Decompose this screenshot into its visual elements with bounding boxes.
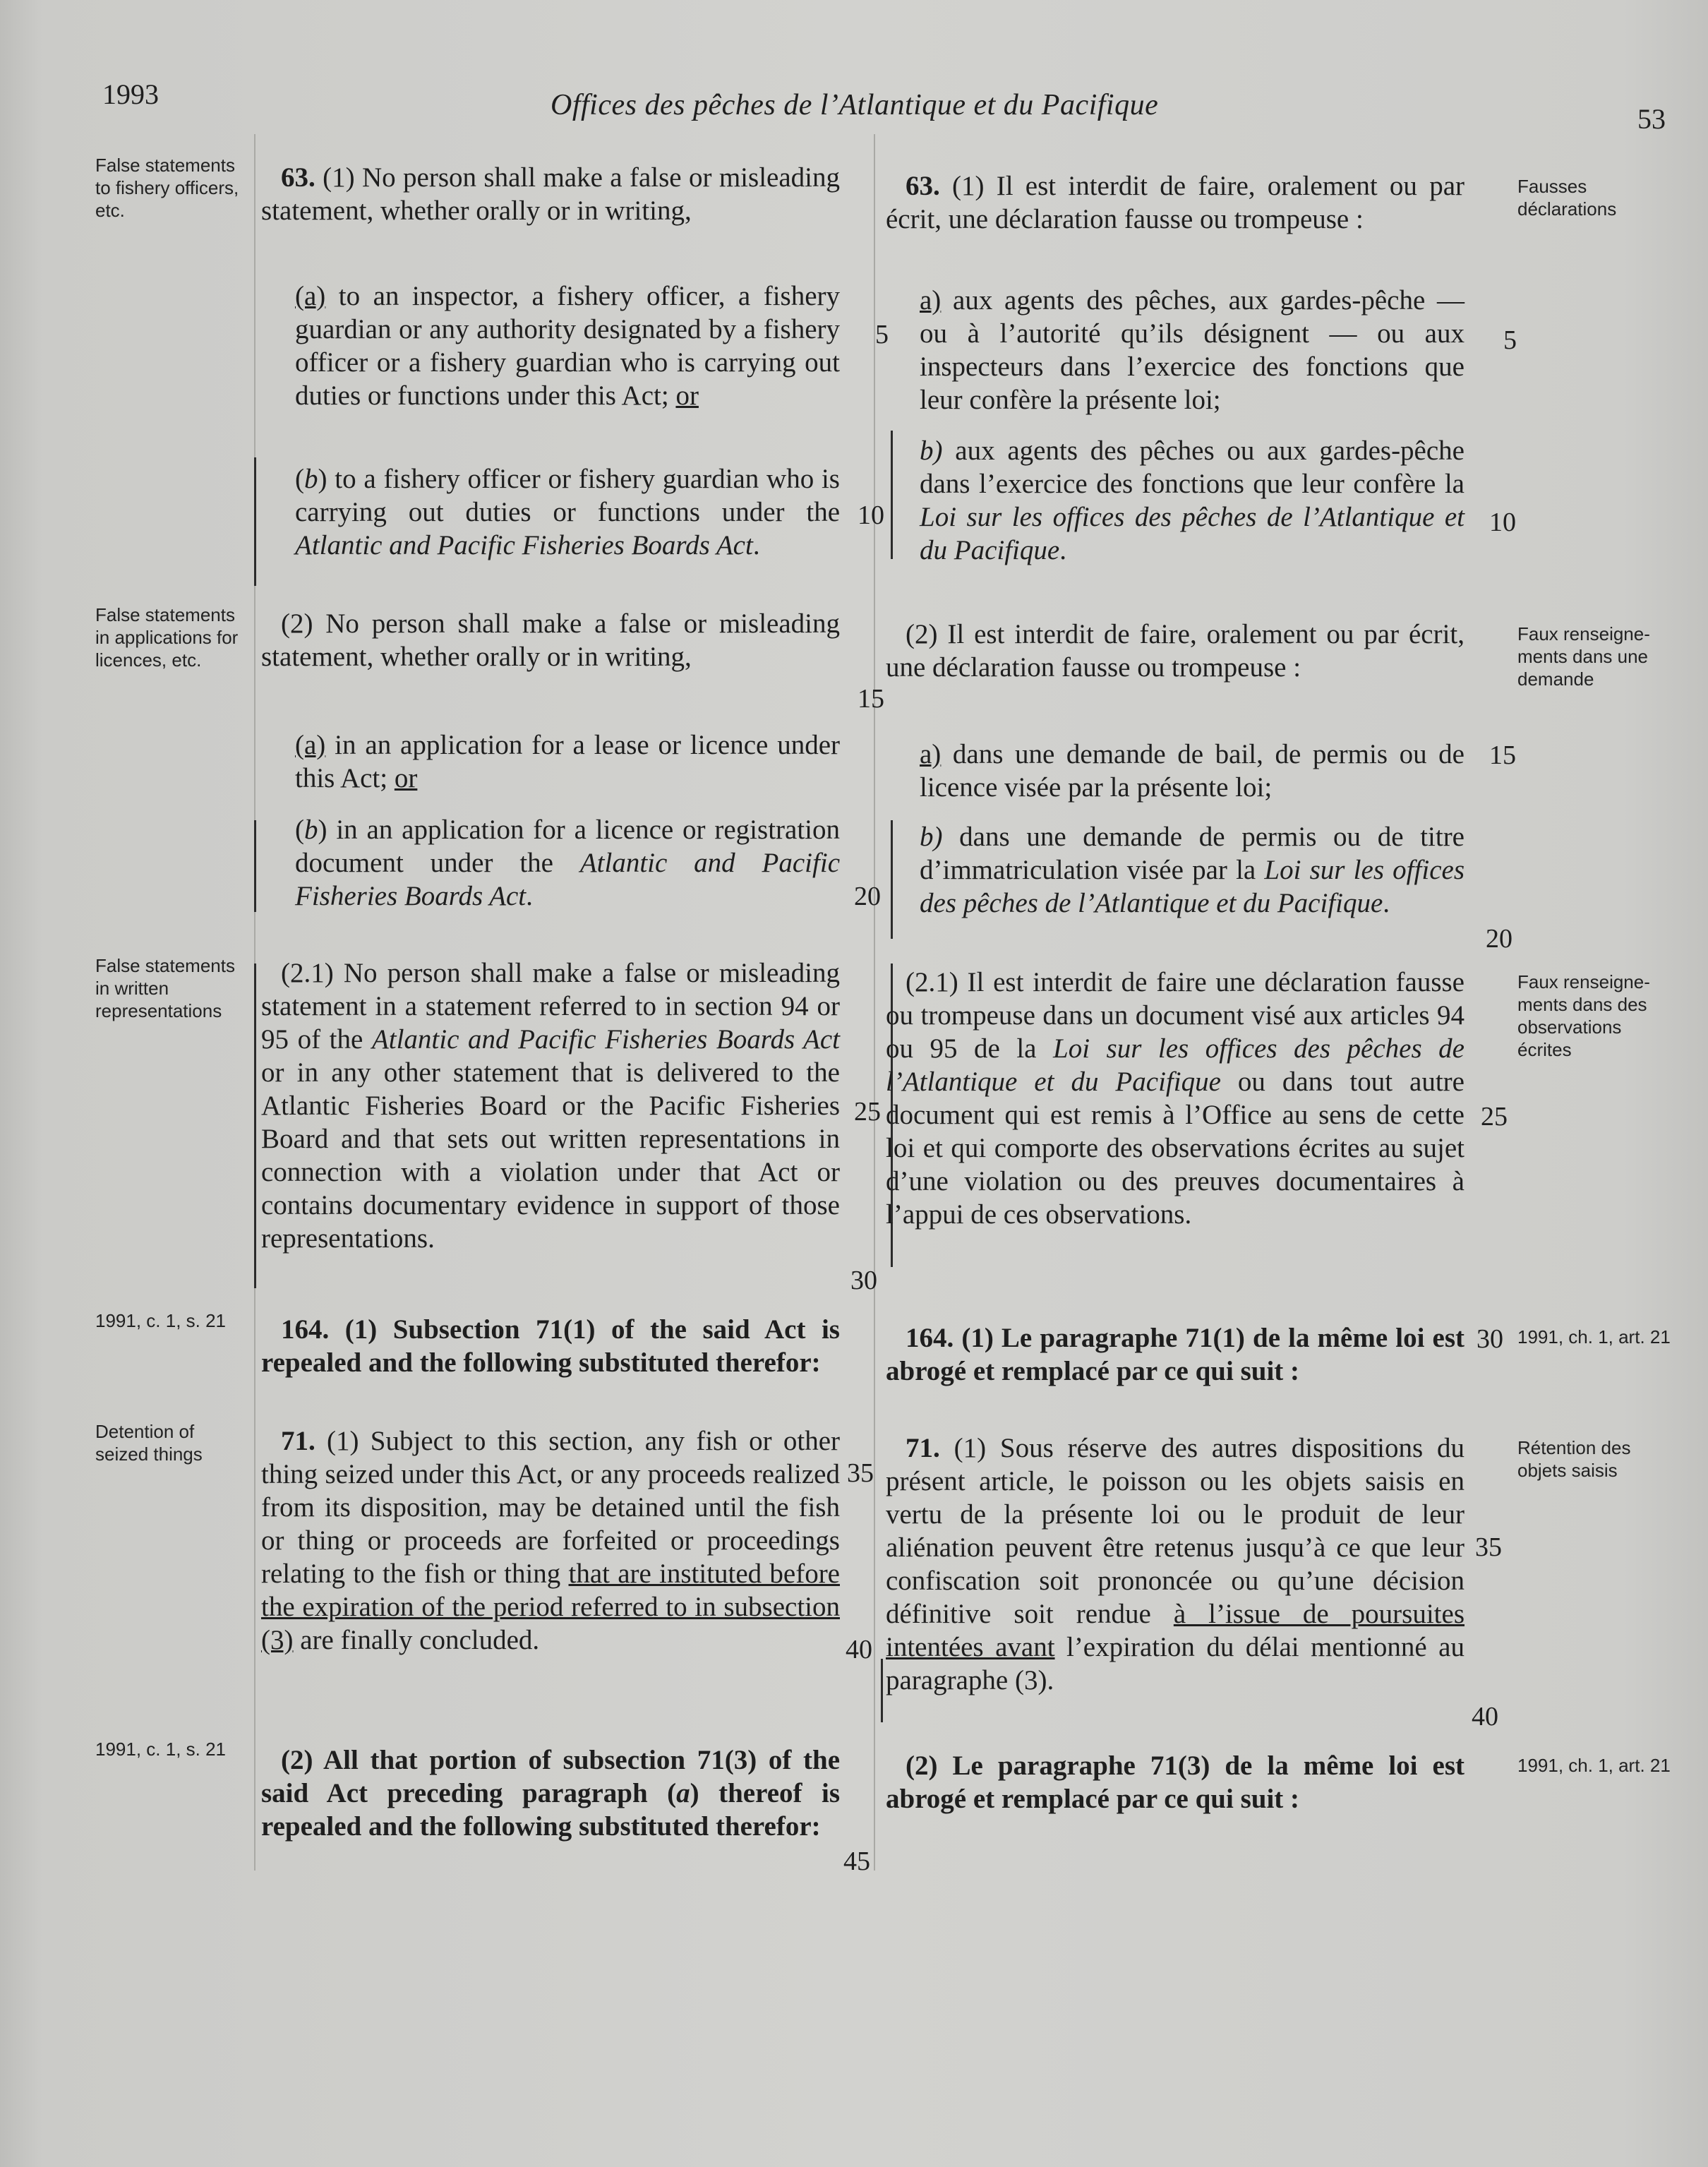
- french-s63-2b: b) dans une demande de permis ou de titre d’immatriculation visée par la Loi sur les offices des pêches de l’Atlantique et du Pacifique.: [920, 822, 1465, 918]
- line-number: 35: [847, 1458, 874, 1488]
- line-number: 40: [1472, 1702, 1498, 1731]
- french-s164-1: 164. (1) Le paragraphe 71(1) de la même loi est abrogé et remplacé par ce qui suit :: [886, 1323, 1465, 1386]
- column-guide-right: [874, 134, 875, 1871]
- french-s63-1b: b) aux agents des pêches ou aux gardes-pêche dans l’exercice des fonctions que leur confère la Loi sur les offices des pêches de l’Atlantique et du Pacifique.: [920, 436, 1465, 565]
- change-bar: [254, 964, 256, 1288]
- margin-note-left: Detention of seized things: [95, 1421, 203, 1465]
- line-number: 5: [875, 320, 889, 349]
- margin-note-left: 1991, c. 1, s. 21: [95, 1739, 227, 1760]
- line-number: 15: [858, 684, 884, 714]
- english-s164-2: (2) All that portion of subsection 71(3) of the said Act preceding paragraph (a) thereof is repealed and the following substituted therefor:: [261, 1745, 841, 1842]
- english-s63-2: (2) No person shall make a false or misleading statement, whether orally or in writing,: [261, 608, 840, 672]
- french-s164-2: (2) Le paragraphe 71(3) de la même loi est abrogé et remplacé par ce qui suit :: [886, 1751, 1465, 1814]
- change-bar: [254, 457, 256, 586]
- page-number: 53: [1637, 103, 1666, 135]
- english-s63-2a: (a) in an application for a lease or licence under this Act; or: [295, 730, 840, 793]
- margin-note-right: Faux renseigne-ments dans des observations écrites: [1517, 971, 1650, 1060]
- header-title: Offices des pêches de l’Atlantique et du Pacifique: [551, 89, 1159, 121]
- english-s63-2b: (b) in an application for a licence or registration document under the Atlantic and Pacific Fisheries Boards Act.: [295, 815, 840, 911]
- margin-note-left: False statements to fishery officers, etc.: [95, 155, 239, 221]
- french-s71-1: 71. (1) Sous réserve des autres dispositions du présent article, le poisson ou les objets saisis en vertu de la présente loi ou le produit de leur aliénation peuvent être retenus jusqu’à ce que leur confiscation soit prononcée ou qu’une décision définitive soit rendue à l’issue de poursuites intentées avant l’expiration du délai mentionné au paragraphe (3).: [886, 1433, 1465, 1695]
- line-number: 10: [1489, 508, 1516, 537]
- margin-note-right: 1991, ch. 1, art. 21: [1517, 1326, 1671, 1347]
- line-number: 15: [1489, 740, 1516, 770]
- line-number: 20: [1486, 924, 1512, 954]
- line-number: 30: [1477, 1324, 1503, 1354]
- margin-note-right: Faux renseigne-ments dans une demande: [1517, 623, 1650, 690]
- french-s63-2a: a) dans une demande de bail, de permis ou de licence visée par la présente loi;: [920, 739, 1465, 803]
- header-year: 1993: [102, 78, 159, 110]
- french-s63-2: (2) Il est interdit de faire, oralement ou par écrit, une déclaration fausse ou trompeuse :: [886, 619, 1465, 683]
- margin-note-left: False statements in applications for licences, etc.: [95, 604, 239, 671]
- english-s71-1: 71. (1) Subject to this section, any fish or other thing seized under this Act, or any proceeds realized from its disposition, may be detained until the fish or thing or proceeds are forfeited or proceedings relating to the fish or thing that are instituted before the expiration of the period referred to in subsection (3) are finally concluded.: [261, 1426, 840, 1655]
- line-number: 30: [850, 1266, 877, 1295]
- change-bar: [254, 820, 256, 912]
- english-s63-1: 63. (1) No person shall make a false or misleading statement, whether orally or in writing,: [261, 162, 840, 226]
- line-number: 45: [843, 1847, 870, 1876]
- french-s63-1: 63. (1) Il est interdit de faire, oralement ou par écrit, une déclaration fausse ou trompeuse :: [886, 171, 1465, 234]
- line-number: 25: [1481, 1102, 1508, 1131]
- line-number: 10: [858, 500, 884, 530]
- line-number: 35: [1475, 1532, 1502, 1562]
- english-s164-1: 164. (1) Subsection 71(1) of the said Act is repealed and the following substituted therefor:: [261, 1314, 840, 1378]
- french-s63-2-1: (2.1) Il est interdit de faire une déclaration fausse ou trompeuse dans un document visé aux articles 94 ou 95 de la Loi sur les offices des pêches de l’Atlantique et du Pacifique ou dans tout autre document qui est remis à l’Office au sens de cette loi et qui comporte des observations écrites au sujet d’une violation ou des preuves documentaires à l’appui de ces observations.: [886, 967, 1465, 1230]
- line-number: 20: [854, 882, 881, 911]
- margin-note-right: Rétention des objets saisis: [1517, 1437, 1631, 1481]
- change-bar: [881, 1659, 883, 1722]
- line-number: 5: [1503, 325, 1517, 355]
- english-s63-2-1: (2.1) No person shall make a false or misleading statement in a statement referred to in section 94 or 95 of the Atlantic and Pacific Fisheries Boards Act or in any other statement that is delivered to the Atlantic Fisheries Board or the Pacific Fisheries Board and that sets out written representations in connection with a violation under that Act or contains documentary evidence in support of those representations.: [261, 958, 840, 1254]
- english-s63-1a: (a) to an inspector, a fishery officer, a fishery guardian or any authority designated by a fishery officer or a fishery guardian who is carrying out duties or functions under this Act; or: [295, 281, 840, 411]
- margin-note-right: Fausses déclarations: [1517, 176, 1617, 220]
- section-number: 63.: [281, 162, 315, 193]
- margin-note-left: False statements in written representations: [95, 955, 235, 1021]
- french-s63-1a: a) aux agents des pêches, aux gardes-pêche — ou à l’autorité qu’ils désignent — ou aux inspecteurs dans l’exercice des fonctions que leur confère la présente loi;: [920, 285, 1465, 415]
- line-number: 40: [846, 1635, 872, 1664]
- english-s63-1b: (b) to a fishery officer or fishery guardian who is carrying out duties or functions under the Atlantic and Pacific Fisheries Boards Act.: [295, 464, 840, 560]
- margin-note-right: 1991, ch. 1, art. 21: [1517, 1755, 1671, 1776]
- line-number: 25: [854, 1097, 881, 1127]
- margin-note-left: 1991, c. 1, s. 21: [95, 1310, 227, 1331]
